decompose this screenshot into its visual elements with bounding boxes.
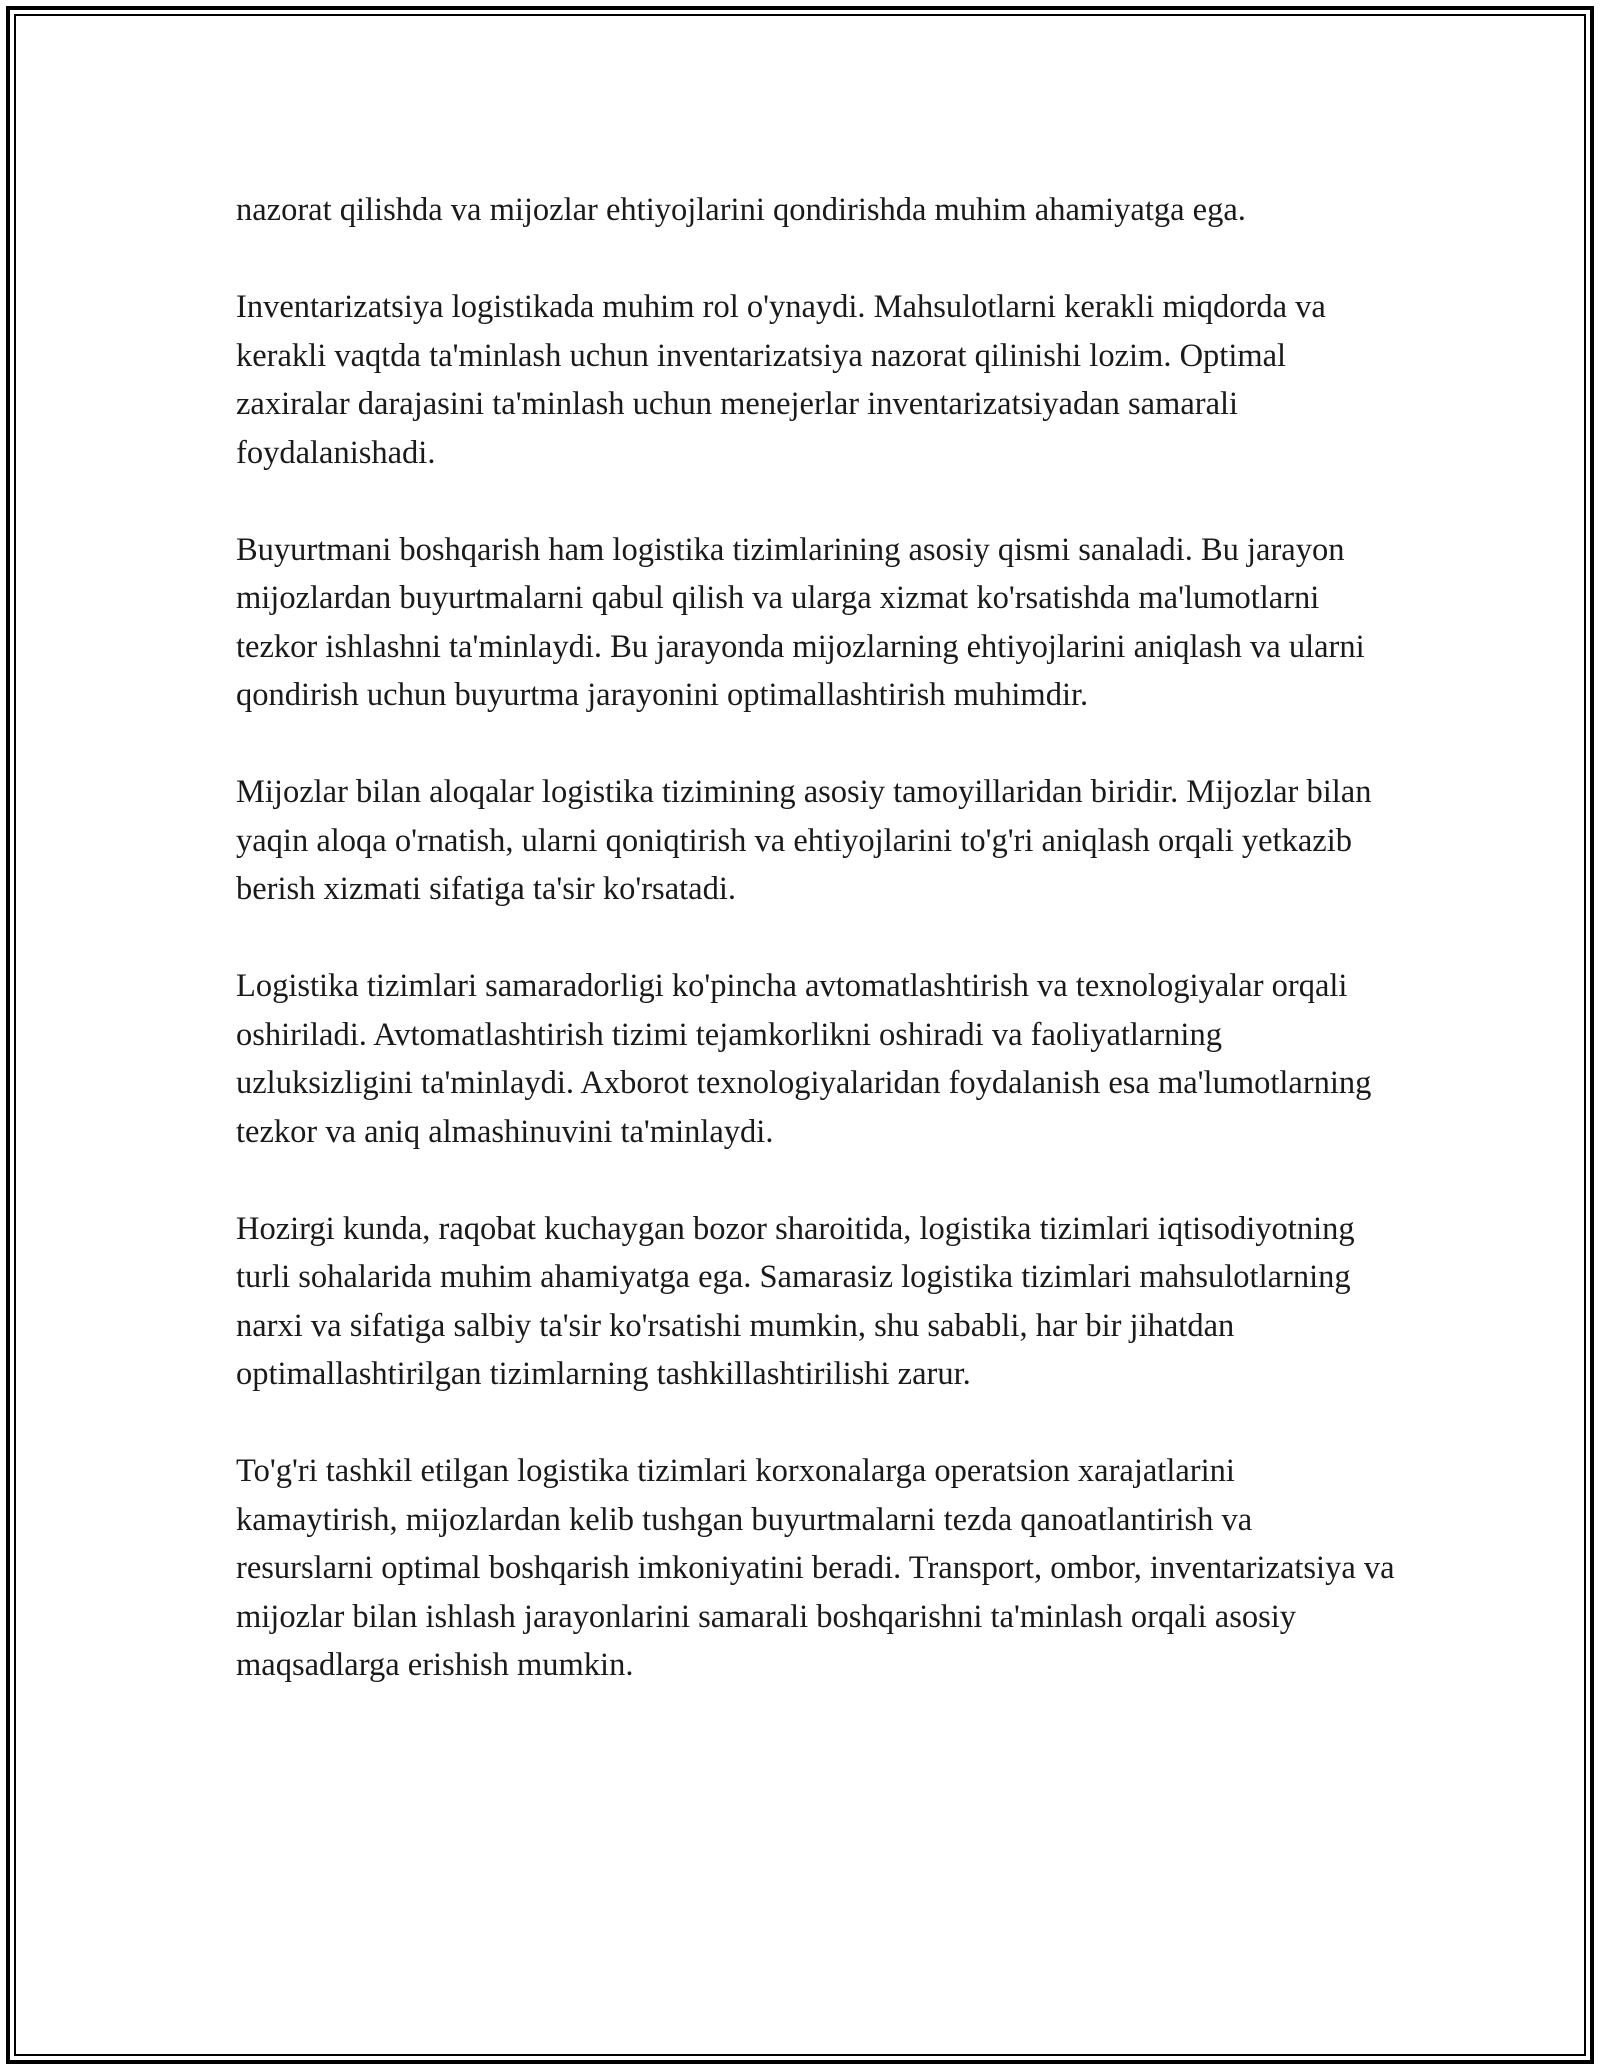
paragraph-6: Hozirgi kunda, raqobat kuchaygan bozor sharoitida, logistika tizimlari iqtisodiyotning turli sohalarida muhim ahamiyatga ega. Samarasiz logistika tizimlari mahsulotlarning narxi va sifatiga salbiy ta'sir ko'rsatishi mumkin, shu sababli, har bir jihatdan optimallashtirilgan tizimlarning tashkillashtirilishi zarur. — [236, 1210, 1355, 1392]
paragraph-5: Logistika tizimlari samaradorligi ko'pincha avtomatlashtirish va texnologiyalar orqali oshiriladi. Avtomatlashtirish tizimi tejamkorlikni oshiradi va faoliyatlarning uzluksizligini ta'minlaydi. Axborot texnologiyalaridan foydalanish esa ma'lumotlarning tezkor va aniq almashinuvini ta'minlaydi. — [236, 968, 1372, 1150]
paragraph-2: Inventarizatsiya logistikada muhim rol o'ynaydi. Mahsulotlarni kerakli miqdorda va kerakli vaqtda ta'minlash uchun inventarizatsiya nazorat qilinishi lozim. Optimal zaxiralar darajasini ta'minlash uchun menejerlar inventarizatsiyadan samarali foydalanishadi. — [236, 289, 1326, 471]
document-body — [236, 186, 1396, 1690]
paragraph-4: Mijozlar bilan aloqalar logistika tizimining asosiy tamoyillaridan biridir. Mijozlar bilan yaqin aloqa o'rnatish, ularni qoniqtirish va ehtiyojlarini to'g'ri aniqlash orqali yetkazib berish xizmati sifatiga ta'sir ko'rsatadi. — [236, 774, 1372, 907]
paragraph-3: Buyurtmani boshqarish ham logistika tizimlarining asosiy qismi sanaladi. Bu jarayon mijozlardan buyurtmalarni qabul qilish va ularga xizmat ko'rsatishda ma'lumotlarni tezkor ishlashni ta'minlaydi. Bu jarayonda mijozlarning ehtiyojlarini aniqlash va ularni qondirish uchun buyurtma jarayonini optimallashtirish muhimdir. — [236, 531, 1365, 713]
paragraph-7: To'g'ri tashkil etilgan logistika tizimlari korxonalarga operatsion xarajatlarini kamaytirish, mijozlardan kelib tushgan buyurtmalarni tezda qanoatlantirish va resurslarni optimal boshqarish imkoniyatini beradi. Transport, ombor, inventarizatsiya va mijozlar bilan ishlash jarayonlarini samarali boshqarishni ta'minlash orqali asosiy maqsadlarga erishish mumkin. — [236, 1453, 1395, 1683]
paragraph-1: nazorat qilishda va mijozlar ehtiyojlarini qondirishda muhim ahamiyatga ega. — [236, 192, 1246, 228]
